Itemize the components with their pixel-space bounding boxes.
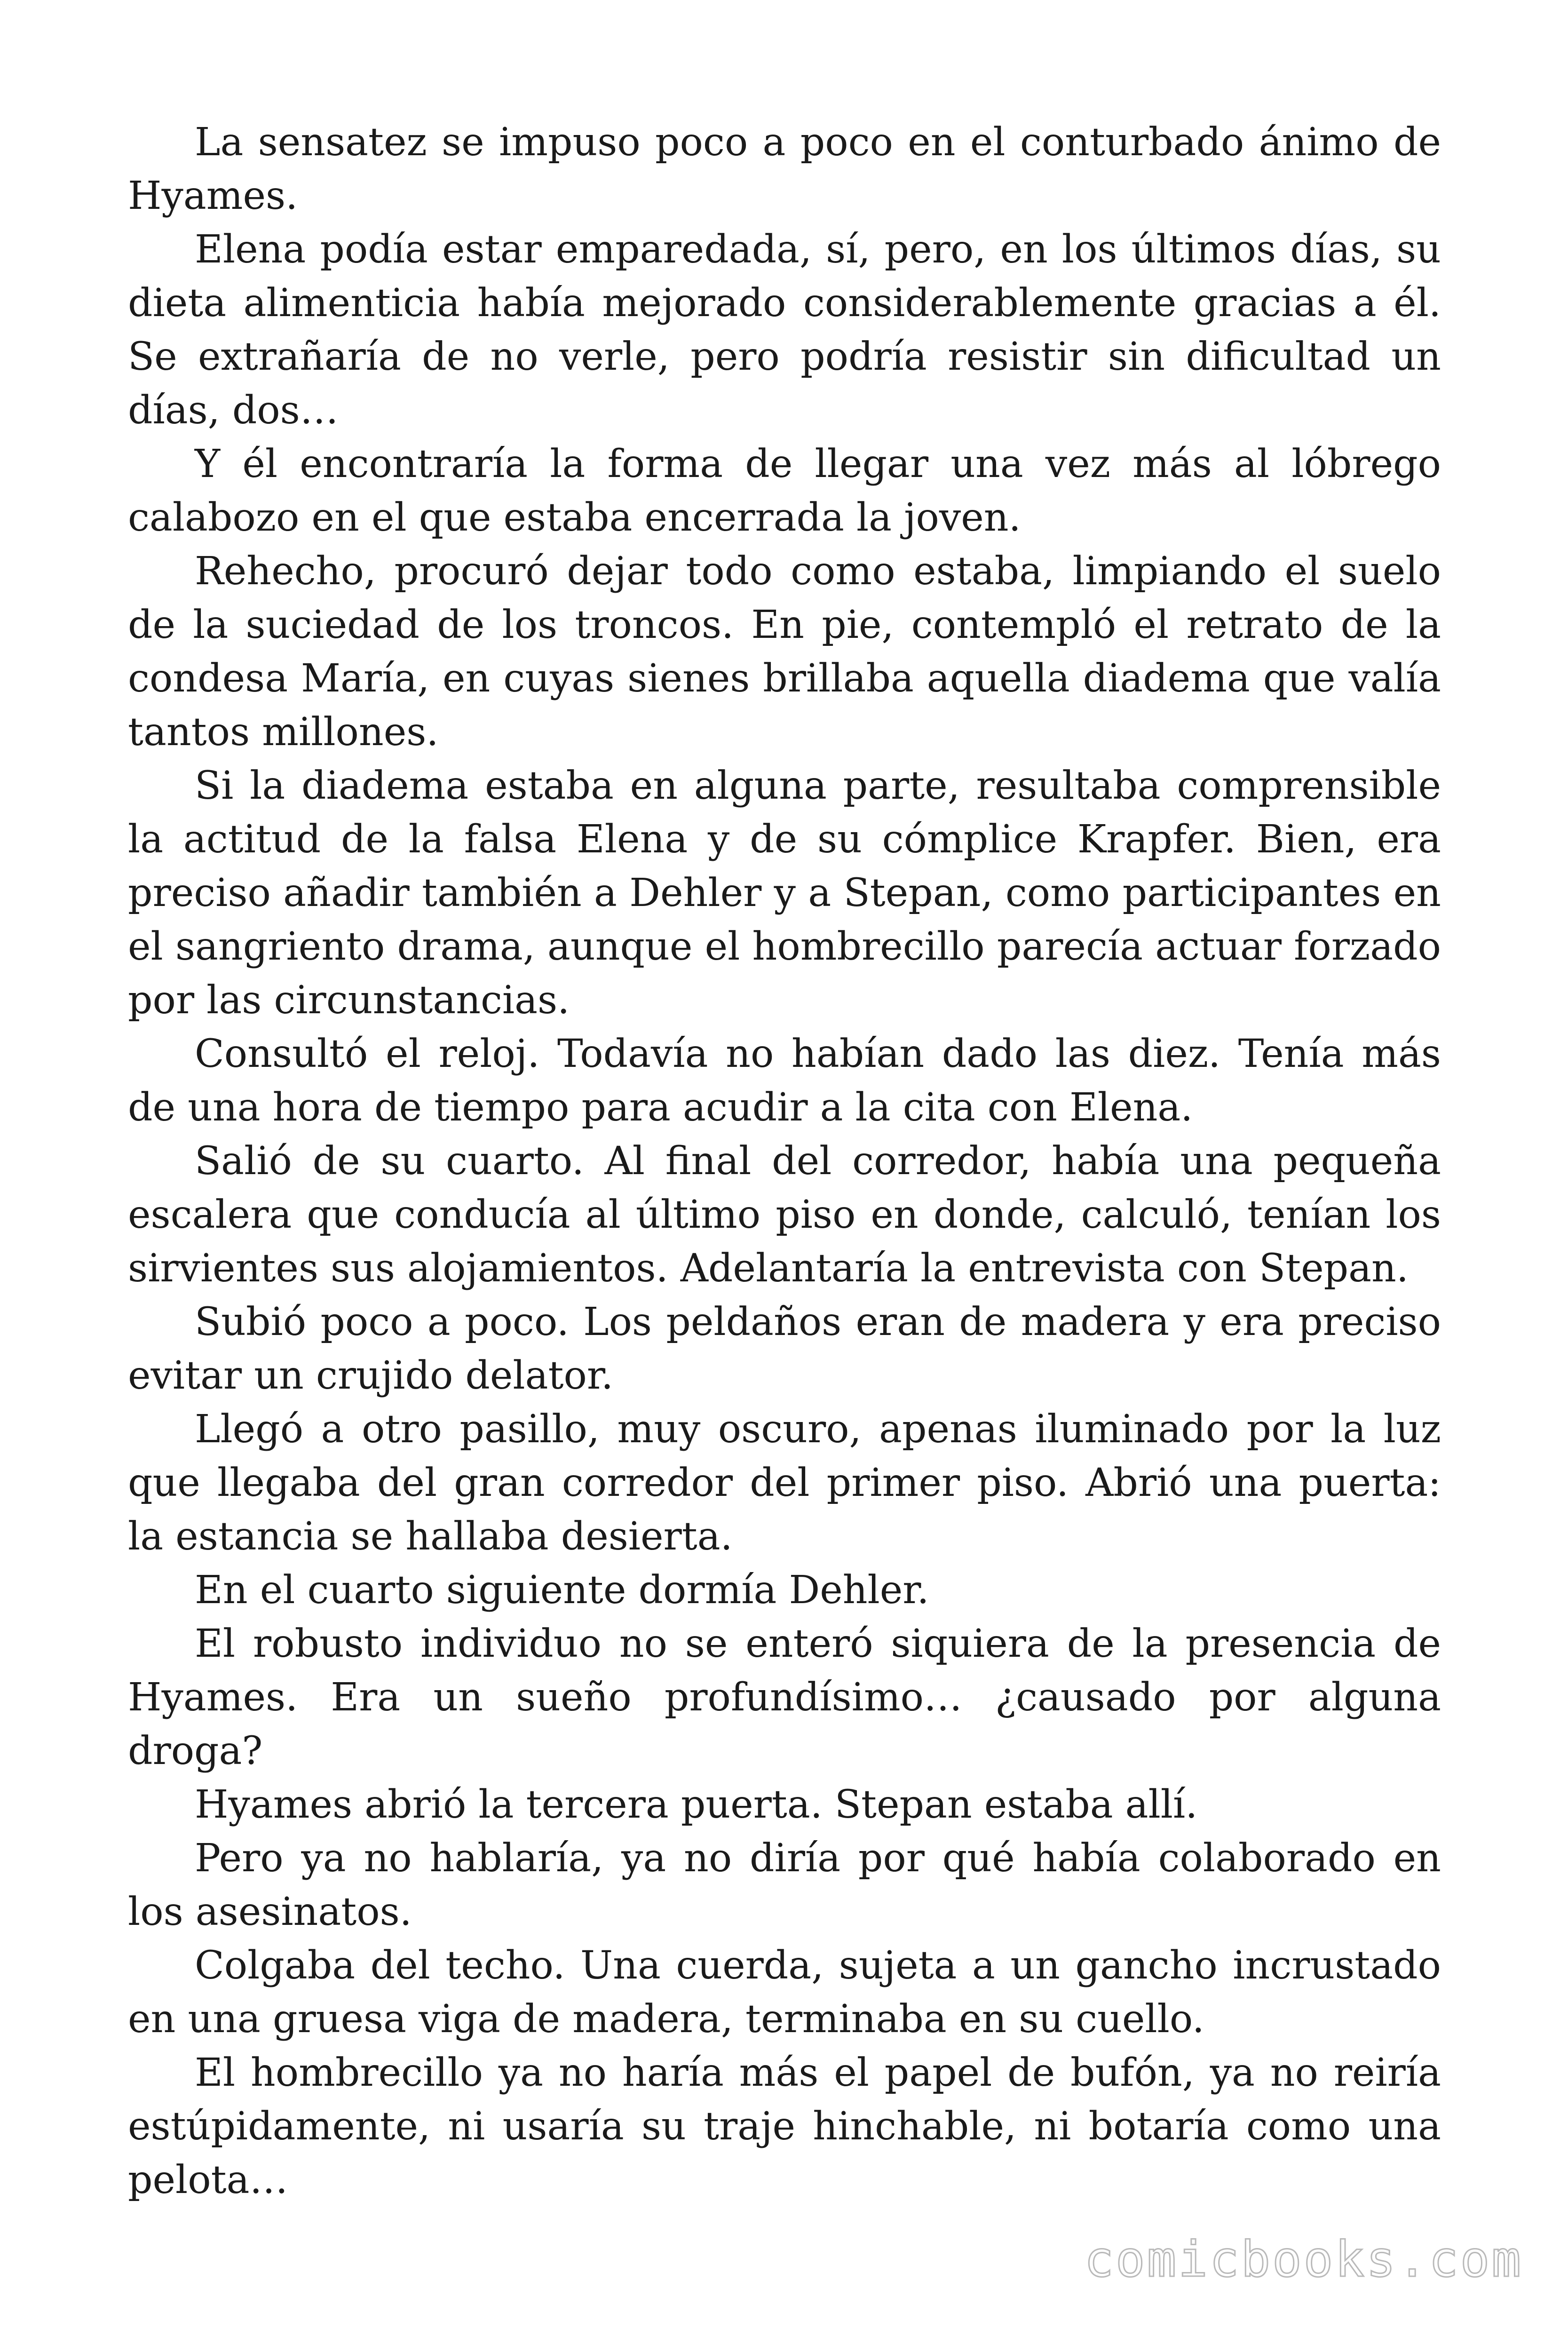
paragraph: El robusto individuo no se enteró siquiera de la presencia de Hyames. Era un sueño profundísimo… ¿causado por alguna droga? [128,1621,1441,1773]
paragraph: La sensatez se impuso poco a poco en el conturbado ánimo de Hyames. [128,120,1441,218]
paragraph: Subió poco a poco. Los peldaños eran de madera y era preciso evitar un crujido delator. [128,1300,1441,1398]
paragraph: Consultó el reloj. Todavía no habían dado las diez. Tenía más de una hora de tiempo para acudir a la cita con Elena. [128,1032,1441,1130]
paragraph: Rehecho, procuró dejar todo como estaba, limpiando el suelo de la suciedad de los troncos. En pie, contempló el retrato de la condesa María, en cuyas sienes brillaba aquella diadema que valía tantos millones. [128,549,1441,755]
paragraph: Hyames abrió la tercera puerta. Stepan estaba allí. [195,1782,1198,1827]
paragraph: Colgaba del techo. Una cuerda, sujeta a un gancho incrustado en una gruesa viga de madera, terminaba en su cuello. [128,1943,1441,2042]
page-body [128,116,1441,2207]
paragraph: Llegó a otro pasillo, muy oscuro, apenas iluminado por la luz que llegaba del gran corredor del primer piso. Abrió una puerta: la estancia se hallaba desierta. [128,1407,1441,1559]
paragraph: En el cuarto siguiente dormía Dehler. [195,1568,929,1613]
paragraph: Pero ya no hablaría, ya no diría por qué había colaborado en los asesinatos. [128,1836,1441,1934]
paragraph: Si la diadema estaba en alguna parte, resultaba comprensible la actitud de la falsa Elena y de su cómplice Krapfer. Bien, era preciso añadir también a Dehler y a Stepan, como participantes en el sangriento drama, aunque el hombrecillo parecía actuar forzado por las circunstancias. [128,763,1441,1023]
paragraph: Salió de su cuarto. Al final del corredor, había una pequeña escalera que conducía al último piso en donde, calculó, tenían los sirvientes sus alojamientos. Adelantaría la entrevista con Stepan. [128,1139,1441,1291]
paragraph: Elena podía estar emparedada, sí, pero, en los últimos días, su dieta alimenticia había mejorado considerablemente gracias a él. Se extrañaría de no verle, pero podría resistir sin dificultad un días, dos… [128,227,1441,433]
paragraph: El hombrecillo ya no haría más el papel de bufón, ya no reiría estúpidamente, ni usaría su traje hinchable, ni botaría como una pelota… [128,2050,1441,2202]
paragraph: Y él encontraría la forma de llegar una vez más al lóbrego calabozo en el que estaba encerrada la joven. [128,442,1441,540]
watermark: comicbooks.com [1084,2231,1523,2288]
